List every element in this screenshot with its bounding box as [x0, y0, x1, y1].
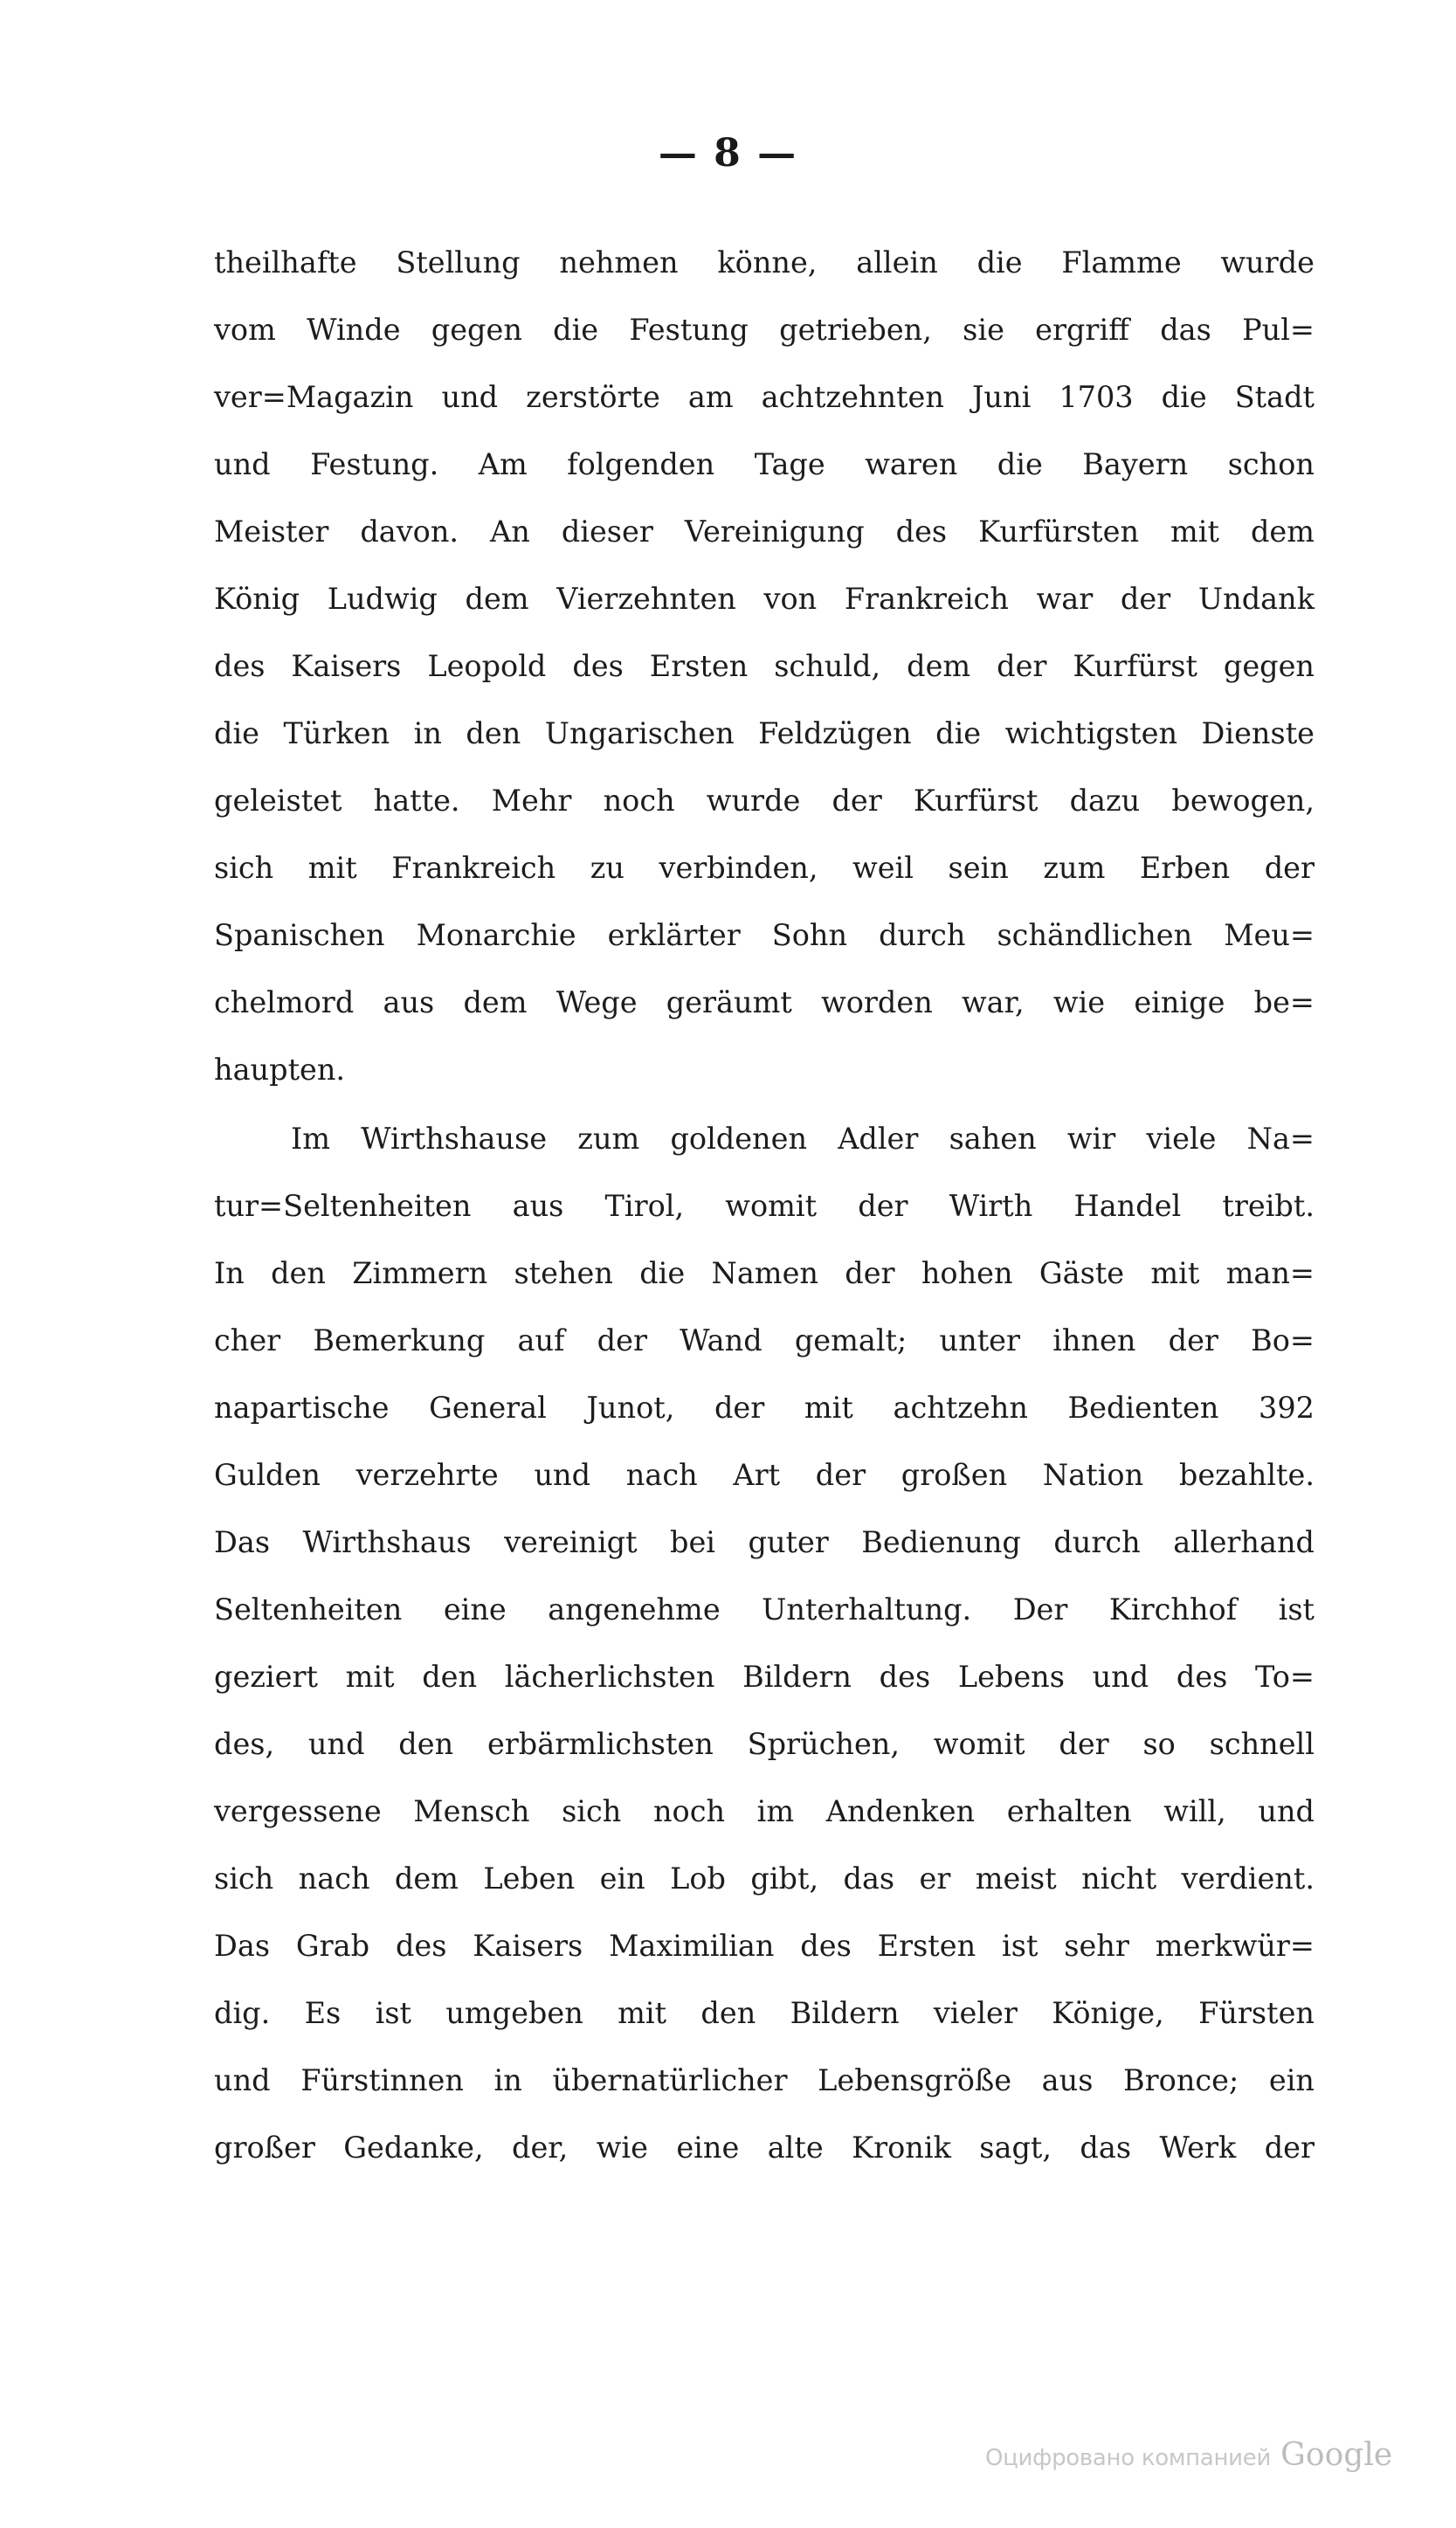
text-line: Im Wirthshause zum goldenen Adler sahen wir viele Na=	[291, 1122, 1315, 1156]
text-line: In den Zimmern stehen die Namen der hohen Gäste mit man=	[214, 1256, 1315, 1290]
body-text	[214, 229, 1315, 2181]
text-line: napartische General Junot, der mit achtzehn Bedienten 392	[214, 1391, 1315, 1425]
text-line: sich nach dem Leben ein Lob gibt, das er meist nicht verdient.	[214, 1861, 1315, 1896]
text-line: tur=Seltenheiten aus Tirol, womit der Wirth Handel treibt.	[214, 1189, 1315, 1223]
digitization-watermark	[985, 2437, 1422, 2473]
paragraph-2	[214, 1105, 1315, 2181]
text-line: geleistet hatte. Mehr noch wurde der Kurfürst dazu bewogen,	[214, 784, 1315, 818]
text-line: Spanischen Monarchie erklärter Sohn durch schändlichen Meu=	[214, 918, 1315, 952]
text-line: haupten.	[214, 1053, 346, 1087]
text-line: Meister davon. An dieser Vereinigung des Kurfürsten mit dem	[214, 515, 1315, 549]
page-number: — 8 —	[658, 131, 798, 176]
text-line: sich mit Frankreich zu verbinden, weil sein zum Erben der	[214, 851, 1315, 885]
text-line: vergessene Mensch sich noch im Andenken erhalten will, und	[214, 1794, 1315, 1828]
text-line: dig. Es ist umgeben mit den Bildern vieler Könige, Fürsten	[214, 1996, 1315, 2030]
text-line: ver=Magazin und zerstörte am achtzehnten Juni 1703 die Stadt	[214, 380, 1315, 414]
text-line: großer Gedanke, der, wie eine alte Kronik sagt, das Werk der	[214, 2131, 1315, 2165]
text-line: Gulden verzehrte und nach Art der großen Nation bezahlte.	[214, 1458, 1315, 1492]
text-line: und Festung. Am folgenden Tage waren die Bayern schon	[214, 447, 1315, 481]
paragraph-1	[214, 229, 1315, 1103]
text-line: Das Grab des Kaisers Maximilian des Ersten ist sehr merkwür=	[214, 1929, 1315, 1963]
watermark-prefix: Оцифровано компанией	[985, 2445, 1272, 2471]
text-line: chelmord aus dem Wege geräumt worden war, wie einige be=	[214, 985, 1315, 1019]
text-line: König Ludwig dem Vierzehnten von Frankreich war der Undank	[214, 582, 1315, 616]
text-line: cher Bemerkung auf der Wand gemalt; unter ihnen der Bo=	[214, 1323, 1315, 1357]
text-line: Seltenheiten eine angenehme Unterhaltung. Der Kirchhof ist	[214, 1592, 1315, 1627]
text-line: die Türken in den Ungarischen Feldzügen die wichtigsten Dienste	[214, 716, 1315, 750]
text-line: Das Wirthshaus vereinigt bei guter Bedienung durch allerhand	[214, 1525, 1315, 1559]
text-line: geziert mit den lächerlichsten Bildern des Lebens und des To=	[214, 1660, 1315, 1694]
text-line: und Fürstinnen in übernatürlicher Lebensgröße aus Bronce; ein	[214, 2063, 1315, 2097]
watermark-brand: Google	[1280, 2437, 1393, 2473]
text-line: des Kaisers Leopold des Ersten schuld, dem der Kurfürst gegen	[214, 649, 1315, 683]
text-line: des, und den erbärmlichsten Sprüchen, womit der so schnell	[214, 1727, 1315, 1761]
text-line: vom Winde gegen die Festung getrieben, sie ergriff das Pul=	[214, 313, 1315, 347]
text-line: theilhafte Stellung nehmen könne, allein die Flamme wurde	[214, 245, 1315, 280]
